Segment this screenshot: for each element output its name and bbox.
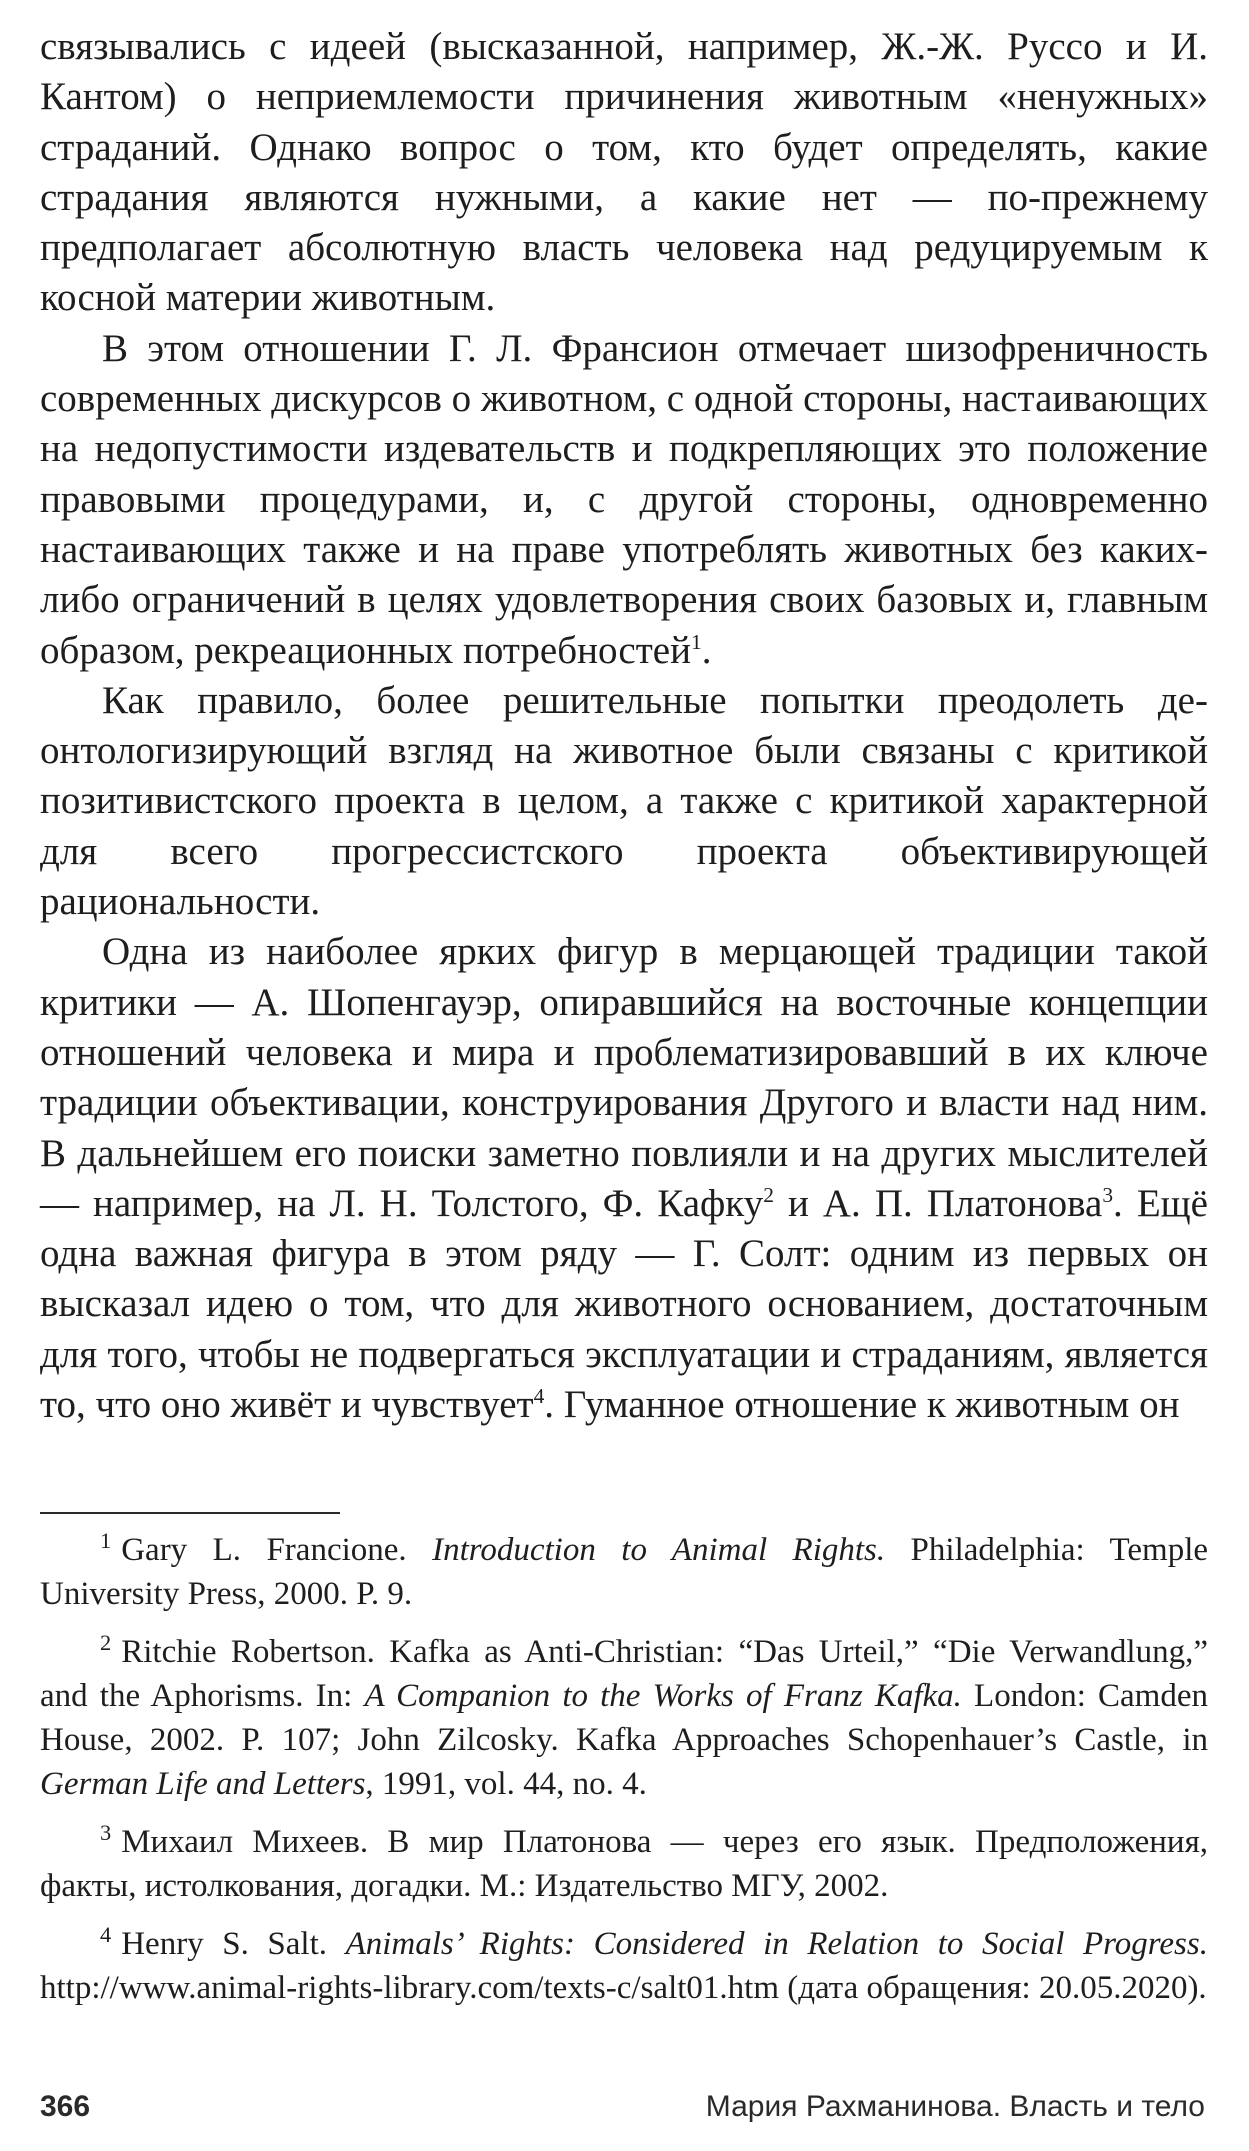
footnote-2 xyxy=(40,1630,1208,1806)
paragraph-text: . Гуманное отношение к животным он xyxy=(544,1383,1180,1427)
footnote-title: A Companion to the Works of Franz Kafka. xyxy=(364,1678,962,1714)
footnote-text: Philadelphia: Temple University Press, 2000. P. 9. xyxy=(40,1532,1209,1612)
footnote-ref-3[interactable]: 3 xyxy=(1102,1182,1114,1207)
running-title: Мария Рахманинова. Власть и тело xyxy=(705,2090,1205,2123)
footnote-ref-1[interactable]: 1 xyxy=(690,629,702,654)
footnote-url: http://www.animal-rights-library.com/texts-c/salt01.htm (дата обращения: 20.05.2020). xyxy=(40,1970,1207,2006)
footnote-number: 3 xyxy=(100,1820,112,1845)
paragraph-text: и А. П. Платонова xyxy=(773,1181,1103,1225)
footnote-text: Gary L. Francione. xyxy=(121,1532,433,1568)
footnotes xyxy=(40,1528,1208,2024)
footnote-ref-4[interactable]: 4 xyxy=(533,1384,545,1409)
main-text xyxy=(40,22,1208,1430)
paragraph-2 xyxy=(40,324,1208,676)
footnote-text: Ritchie Robertson. Kafka as Anti-Christian: “Das Urteil,” “Die Verwandlung,” and the Aphorisms. In: xyxy=(40,1634,1208,1714)
footnote-number: 1 xyxy=(100,1528,112,1553)
footnote-number: 2 xyxy=(100,1630,112,1655)
footnote-title: German Life and Letters xyxy=(40,1766,366,1802)
footnote-title: Animals’ Rights: Considered in Relation to Social Progress. xyxy=(345,1926,1208,1962)
paragraph-text: . Ещё одна важная фигура в этом ряду — Г. Солт: одним из первых он высказал идею о том, что для животного основанием, достаточным для того, чтобы не подвергаться эксплуатации и страданиям, является то, что оно живёт и чувствует xyxy=(40,1181,1208,1427)
paragraph-text: В этом отношении Г. Л. Франсион отмечает шизофреничность современных дискурсов о животном, с одной стороны, настаивающих на недопустимости издевательств и подкрепляющих это положение правовыми процедурами, и, с другой стороны, одновременно настаивающих также и на праве употреблять животных без каких-либо ограничений в целях удовлетворения своих базовых и, главным образом, рекреационных потребностей xyxy=(40,326,1208,672)
footnote-4 xyxy=(40,1922,1208,2010)
footnote-number: 4 xyxy=(100,1922,112,1947)
paragraph-text: . xyxy=(701,628,712,672)
footnote-1 xyxy=(40,1528,1208,1616)
footnote-text: Михаил Михеев. В мир Платонова — через его язык. Предположения, факты, истолкования, догадки. М.: Издательство МГУ, 2002. xyxy=(40,1824,1208,1904)
paragraph-text: Как правило, более решительные попытки преодолеть деонтологизирующий взгляд на животное были связаны с критикой позитивистского проекта в целом, а также с критикой характерной для всего прогрессистского проекта объективирующей рациональности. xyxy=(40,678,1208,924)
paragraph-text: Одна из наиболее ярких фигур в мерцающей традиции такой критики — А. Шопенгауэр, опиравшийся на восточные концепции отношений человека и мира и проблематизировавший в их ключе традиции объективации, конструирования Другого и власти над ним. В дальнейшем его поиски заметно повлияли и на других мыслителей — например, на Л. Н. Толстого, Ф. Кафку xyxy=(40,930,1208,1225)
footnote-text: Henry S. Salt. xyxy=(121,1926,346,1962)
footnote-divider xyxy=(40,1512,340,1514)
paragraph-4 xyxy=(40,927,1208,1430)
footnote-ref-2[interactable]: 2 xyxy=(763,1182,774,1207)
page-number: 366 xyxy=(40,2090,91,2123)
paragraph-1 xyxy=(40,22,1208,324)
footnote-title: Introduction to Animal Rights. xyxy=(432,1532,886,1568)
footnote-3 xyxy=(40,1820,1208,1908)
footnote-text: London: Camden House, 2002. P. 107; John Zilcosky. Kafka Approaches Schopenhauer’s Castle, in xyxy=(40,1678,1208,1758)
footnote-text: , 1991, vol. 44, no. 4. xyxy=(365,1766,647,1802)
paragraph-3 xyxy=(40,676,1208,927)
paragraph-text: связывались с идеей (высказанной, например, Ж.-Ж. Руссо и И. Кантом) о неприемлемости причинения животным «ненужных» страданий. Однако вопрос о том, кто будет определять, какие страдания являются нужными, а какие нет — по-прежнему предполагает абсолютную власть человека над редуцируемым к косной материи животным. xyxy=(40,25,1208,320)
